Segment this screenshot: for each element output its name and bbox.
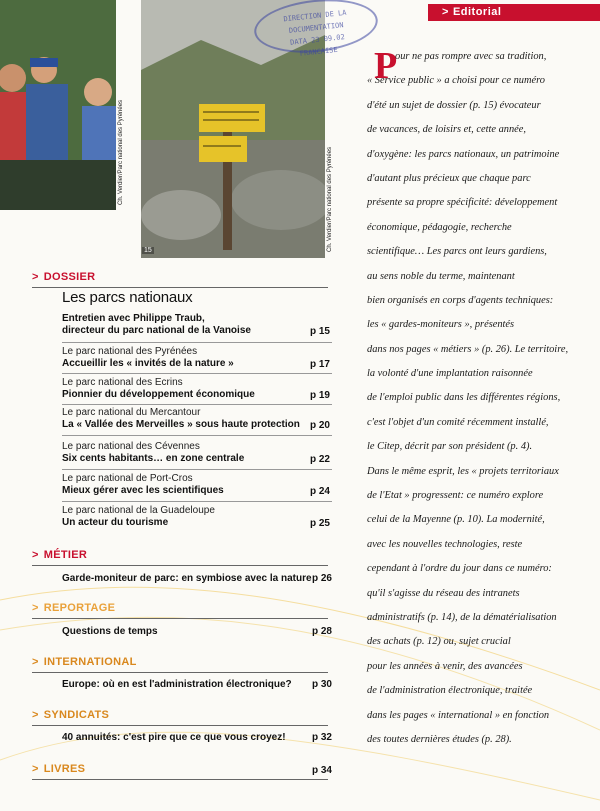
- section-label: > INTERNATIONAL: [32, 656, 137, 668]
- toc-entry[interactable]: [62, 732, 332, 743]
- toc-entry-sub: Le parc national de Port-Cros: [62, 473, 193, 484]
- toc-entry-title: Mieux gérer avec les scientifiques: [62, 485, 224, 496]
- toc-entry-page: p 17: [309, 359, 330, 370]
- toc-entry-sub: Le parc national des Cévennes: [62, 441, 200, 452]
- editorial-dropcap: P: [374, 45, 398, 87]
- editorial-line: de l'emploi public dans les différentes régions,: [367, 392, 561, 404]
- section-metier-header[interactable]: [32, 549, 328, 566]
- toc-entry-page: p 22: [309, 454, 330, 465]
- section-label: > SYNDICATS: [32, 709, 109, 721]
- toc-entry-page: p 20: [309, 420, 330, 431]
- editorial-line: des toutes dernières études (p. 28).: [367, 733, 512, 745]
- toc-entry-page: p 19: [309, 390, 330, 401]
- editorial-header: [428, 4, 600, 21]
- editorial-line: bien organisés en corps d'agents techniques:: [367, 294, 554, 306]
- toc-separator: [62, 501, 332, 502]
- toc-entry[interactable]: [62, 407, 330, 431]
- editorial-line: de l'Etat » progressent: ce numéro explore: [367, 490, 544, 502]
- toc-entry[interactable]: [62, 573, 332, 584]
- toc-entry[interactable]: [62, 377, 330, 401]
- toc-entry-title: Six cents habitants… en zone centrale: [62, 453, 245, 464]
- toc-separator: [62, 404, 332, 405]
- editorial-line: scientifique… Les parcs ont leurs gardiens,: [367, 246, 547, 258]
- editorial-line: d'autant plus précieux que chaque parc: [367, 172, 531, 184]
- toc-entry-title: directeur du parc national de la Vanoise: [62, 325, 251, 336]
- toc-separator: [62, 373, 332, 374]
- toc-separator: [62, 435, 332, 436]
- editorial-line: économique, pédagogie, recherche: [367, 221, 512, 233]
- editorial-line: our ne pas rompre avec sa tradition,: [395, 51, 547, 62]
- editorial-line: au sens noble du terme, maintenant: [367, 270, 515, 282]
- toc-entry[interactable]: [62, 679, 332, 690]
- editorial-line: celui de la Mayenne (p. 10). La modernité,: [367, 514, 545, 526]
- toc-entry-sub: Le parc national des Ecrins: [62, 377, 183, 388]
- toc-separator: [62, 342, 332, 343]
- section-label: > LIVRES: [32, 763, 85, 775]
- hikers-illustration: [0, 0, 116, 210]
- toc-entry-page: p 32: [311, 732, 332, 743]
- toc-entry-page: p 34: [311, 765, 332, 776]
- editorial-line: la volonté d'une implantation raisonnée: [367, 368, 533, 380]
- editorial-line: dans nos pages « métiers » (p. 26). Le territoire,: [367, 343, 569, 355]
- editorial-line: d'oxygène: les parcs nationaux, un patrimoine: [367, 148, 560, 160]
- section-livres-header[interactable]: [32, 763, 328, 780]
- toc-entry[interactable]: [62, 346, 330, 370]
- toc-entry-page: p 25: [309, 518, 330, 529]
- toc-entry[interactable]: [62, 441, 330, 465]
- editorial-line: « Service public » a choisi pour ce numéro: [367, 75, 545, 87]
- toc-entry-page: p 15: [309, 326, 330, 337]
- toc-entry-page: p 26: [311, 573, 332, 584]
- editorial-line: qu'il s'agisse du réseau des intranets: [367, 587, 520, 599]
- stamp-line: DIRECTION DE LA DOCUMENTATION: [283, 8, 347, 35]
- toc-entry-title: Accueillir les « invités de la nature »: [62, 358, 234, 369]
- photo-credit-left: Ch. Verdier/Parc national des Pyrénées: [118, 99, 124, 205]
- toc-entry[interactable]: [62, 626, 332, 637]
- toc-entry-page: p 30: [311, 679, 332, 690]
- toc-entry-sub: Le parc national de la Guadeloupe: [62, 505, 215, 516]
- toc-entry-title: 40 annuités: c'est pire que ce que vous croyez!: [62, 732, 286, 743]
- editorial-line: c'est l'objet d'un comité récemment installé,: [367, 416, 549, 428]
- toc-entry-sub: Le parc national des Pyrénées: [62, 346, 198, 357]
- editorial-line: le Citep, décrit par son président (p. 4).: [367, 441, 533, 453]
- toc-entry-title: Europe: où en est l'administration électronique?: [62, 679, 292, 690]
- photo-credit-right: Ch. Verdier/Parc national des Pyrénées: [327, 146, 333, 252]
- editorial-line: cependant à l'ordre du jour dans ce numéro:: [367, 563, 552, 575]
- editorial-line: pour les années à venir, des avancées: [367, 660, 523, 672]
- toc-entry[interactable]: [62, 313, 330, 337]
- toc-entry[interactable]: [62, 473, 330, 497]
- section-label: > DOSSIER: [32, 271, 95, 283]
- stamp-line: FRANCAISE: [299, 45, 339, 58]
- section-syndicats-header[interactable]: [32, 709, 328, 726]
- toc-entry-sub: Entretien avec Philippe Traub,: [62, 313, 205, 324]
- toc-entry-title: Un acteur du tourisme: [62, 517, 169, 528]
- stamp-line: DATA 23 09.02: [289, 33, 346, 47]
- toc-entry-title: Pionnier du développement économique: [62, 389, 255, 400]
- toc-entry-title: Garde-moniteur de parc: en symbiose avec la nature: [62, 573, 312, 584]
- editorial-line: de l'administration électronique, traitée: [367, 685, 533, 697]
- section-international-header[interactable]: [32, 656, 328, 673]
- editorial-line: d'été un sujet de dossier (p. 15) évocateur: [367, 99, 541, 111]
- toc-entry-sub: Le parc national du Mercantour: [62, 407, 201, 418]
- editorial-text: [367, 45, 597, 752]
- editorial-line: présente sa propre spécificité: développement: [367, 197, 558, 209]
- editorial-line: des achats (p. 12) ou, sujet crucial: [367, 636, 511, 648]
- editorial-header-label: > Editorial: [442, 6, 501, 18]
- toc-entry-page: p 24: [309, 486, 330, 497]
- photo-page-number: 15: [144, 247, 152, 254]
- section-label: > REPORTAGE: [32, 602, 115, 614]
- section-dossier-header[interactable]: [32, 271, 328, 288]
- section-label: > MÉTIER: [32, 549, 87, 561]
- editorial-line: administratifs (p. 14), de la dématérialisation: [367, 611, 557, 623]
- dossier-title: Les parcs nationaux: [62, 289, 193, 306]
- toc-separator: [62, 469, 332, 470]
- hikers-photo: [0, 0, 116, 210]
- editorial-line: Dans le même esprit, les « projets territoriaux: [367, 465, 559, 477]
- editorial-line: les « gardes-moniteurs », présentés: [367, 319, 515, 331]
- toc-entry-title: La « Vallée des Merveilles » sous haute protection: [62, 419, 300, 430]
- editorial-line: avec les nouvelles technologies, reste: [367, 538, 523, 550]
- section-reportage-header[interactable]: [32, 602, 328, 619]
- toc-entry-title: Questions de temps: [62, 626, 158, 637]
- toc-entry-page: p 28: [311, 626, 332, 637]
- editorial-line: dans les pages « international » en fonction: [367, 709, 550, 721]
- editorial-line: de vacances, de loisirs et, cette année,: [367, 124, 526, 136]
- toc-entry[interactable]: [62, 505, 330, 529]
